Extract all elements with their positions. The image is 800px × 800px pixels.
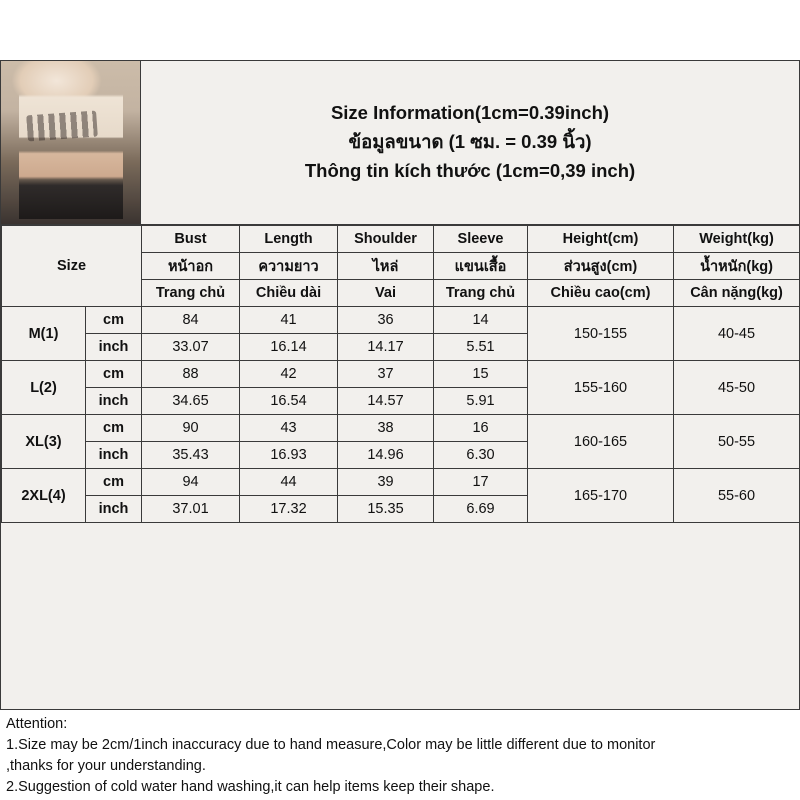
cell-sleeve-cm-m: 14 [434, 307, 528, 334]
col-header-weight-th: น้ำหนัก(kg) [674, 253, 800, 280]
cell-length-cm-m: 41 [240, 307, 338, 334]
col-header-length-th: ความยาว [240, 253, 338, 280]
unit-cm-xl: cm [86, 415, 142, 442]
chart-header-band [1, 61, 799, 225]
attention-title: Attention: [6, 716, 68, 732]
col-header-bust-vi: Trang chủ [142, 280, 240, 307]
cell-sleeve-inch-xl: 6.30 [434, 442, 528, 469]
col-header-length-vi: Chiều dài [240, 280, 338, 307]
cell-length-inch-2xl: 17.32 [240, 496, 338, 523]
cell-bust-cm-2xl: 94 [142, 469, 240, 496]
title-thai: ข้อมูลขนาด (1 ซม. = 0.39 นิ้ว) [348, 131, 592, 153]
product-photo [1, 61, 141, 224]
col-header-sleeve-en: Sleeve [434, 226, 528, 253]
photo-model-figure [19, 67, 123, 219]
col-header-length-en: Length [240, 226, 338, 253]
table-row [2, 469, 800, 496]
cell-shoulder-cm-2xl: 39 [338, 469, 434, 496]
unit-cm-m: cm [86, 307, 142, 334]
col-header-height-vi: Chiều cao(cm) [528, 280, 674, 307]
title-english: Size Information(1cm=0.39inch) [330, 102, 610, 124]
cell-weight-xl: 50-55 [674, 415, 800, 469]
photo-background [1, 61, 140, 224]
unit-cm-l: cm [86, 361, 142, 388]
col-header-sleeve-vi: Trang chủ [434, 280, 528, 307]
col-header-height-th: ส่วนสูง(cm) [528, 253, 674, 280]
size-corner-label: Size [2, 226, 142, 307]
cell-bust-inch-l: 34.65 [142, 388, 240, 415]
cell-shoulder-cm-xl: 38 [338, 415, 434, 442]
size-table [1, 225, 800, 523]
attention-line-3: 2.Suggestion of cold water hand washing,it can help items keep their shape. [6, 779, 495, 796]
cell-height-l: 155-160 [528, 361, 674, 415]
cell-length-inch-m: 16.14 [240, 334, 338, 361]
cell-shoulder-cm-l: 37 [338, 361, 434, 388]
col-header-shoulder-th: ไหล่ [338, 253, 434, 280]
row-size-label-2xl: 2XL(4) [2, 469, 86, 523]
row-size-label-m: M(1) [2, 307, 86, 361]
row-size-label-l: L(2) [2, 361, 86, 415]
row-size-label-xl: XL(3) [2, 415, 86, 469]
attention-line-2: ,thanks for your understanding. [6, 758, 206, 775]
cell-height-2xl: 165-170 [528, 469, 674, 523]
cell-bust-inch-m: 33.07 [142, 334, 240, 361]
col-header-sleeve-th: แขนเสื้อ [434, 253, 528, 280]
col-header-bust-th: หน้าอก [142, 253, 240, 280]
cell-bust-cm-l: 88 [142, 361, 240, 388]
unit-inch-xl: inch [86, 442, 142, 469]
cell-height-m: 150-155 [528, 307, 674, 361]
title-vietnamese: Thông tin kích thước (1cm=0,39 inch) [304, 159, 636, 181]
cell-weight-2xl: 55-60 [674, 469, 800, 523]
table-row [2, 307, 800, 334]
cell-sleeve-cm-xl: 16 [434, 415, 528, 442]
cell-shoulder-inch-l: 14.57 [338, 388, 434, 415]
attention-block [0, 712, 800, 798]
col-header-height-en: Height(cm) [528, 226, 674, 253]
cell-bust-inch-xl: 35.43 [142, 442, 240, 469]
col-header-bust-en: Bust [142, 226, 240, 253]
cell-bust-inch-2xl: 37.01 [142, 496, 240, 523]
cell-length-inch-l: 16.54 [240, 388, 338, 415]
col-header-shoulder-vi: Vai [338, 280, 434, 307]
cell-sleeve-inch-2xl: 6.69 [434, 496, 528, 523]
col-header-weight-en: Weight(kg) [674, 226, 800, 253]
cell-length-cm-2xl: 44 [240, 469, 338, 496]
cell-bust-cm-m: 84 [142, 307, 240, 334]
cell-sleeve-inch-m: 5.51 [434, 334, 528, 361]
cell-weight-l: 45-50 [674, 361, 800, 415]
cell-shoulder-cm-m: 36 [338, 307, 434, 334]
cell-sleeve-inch-l: 5.91 [434, 388, 528, 415]
cell-bust-cm-xl: 90 [142, 415, 240, 442]
size-chart-container [0, 60, 800, 710]
table-header-row-en [2, 226, 800, 253]
cell-length-inch-xl: 16.93 [240, 442, 338, 469]
cell-shoulder-inch-2xl: 15.35 [338, 496, 434, 523]
unit-inch-2xl: inch [86, 496, 142, 523]
cell-sleeve-cm-l: 15 [434, 361, 528, 388]
cell-shoulder-inch-m: 14.17 [338, 334, 434, 361]
unit-inch-l: inch [86, 388, 142, 415]
cell-shoulder-inch-xl: 14.96 [338, 442, 434, 469]
chart-title-block [141, 61, 799, 224]
attention-line-1: 1.Size may be 2cm/1inch inaccuracy due to hand measure,Color may be little different due to monitor [6, 737, 656, 754]
cell-length-cm-xl: 43 [240, 415, 338, 442]
cell-length-cm-l: 42 [240, 361, 338, 388]
photo-shirt-print [26, 111, 98, 142]
col-header-weight-vi: Cân nặng(kg) [674, 280, 800, 307]
col-header-shoulder-en: Shoulder [338, 226, 434, 253]
table-row [2, 361, 800, 388]
cell-sleeve-cm-2xl: 17 [434, 469, 528, 496]
unit-inch-m: inch [86, 334, 142, 361]
unit-cm-2xl: cm [86, 469, 142, 496]
cell-weight-m: 40-45 [674, 307, 800, 361]
table-row [2, 415, 800, 442]
cell-height-xl: 160-165 [528, 415, 674, 469]
